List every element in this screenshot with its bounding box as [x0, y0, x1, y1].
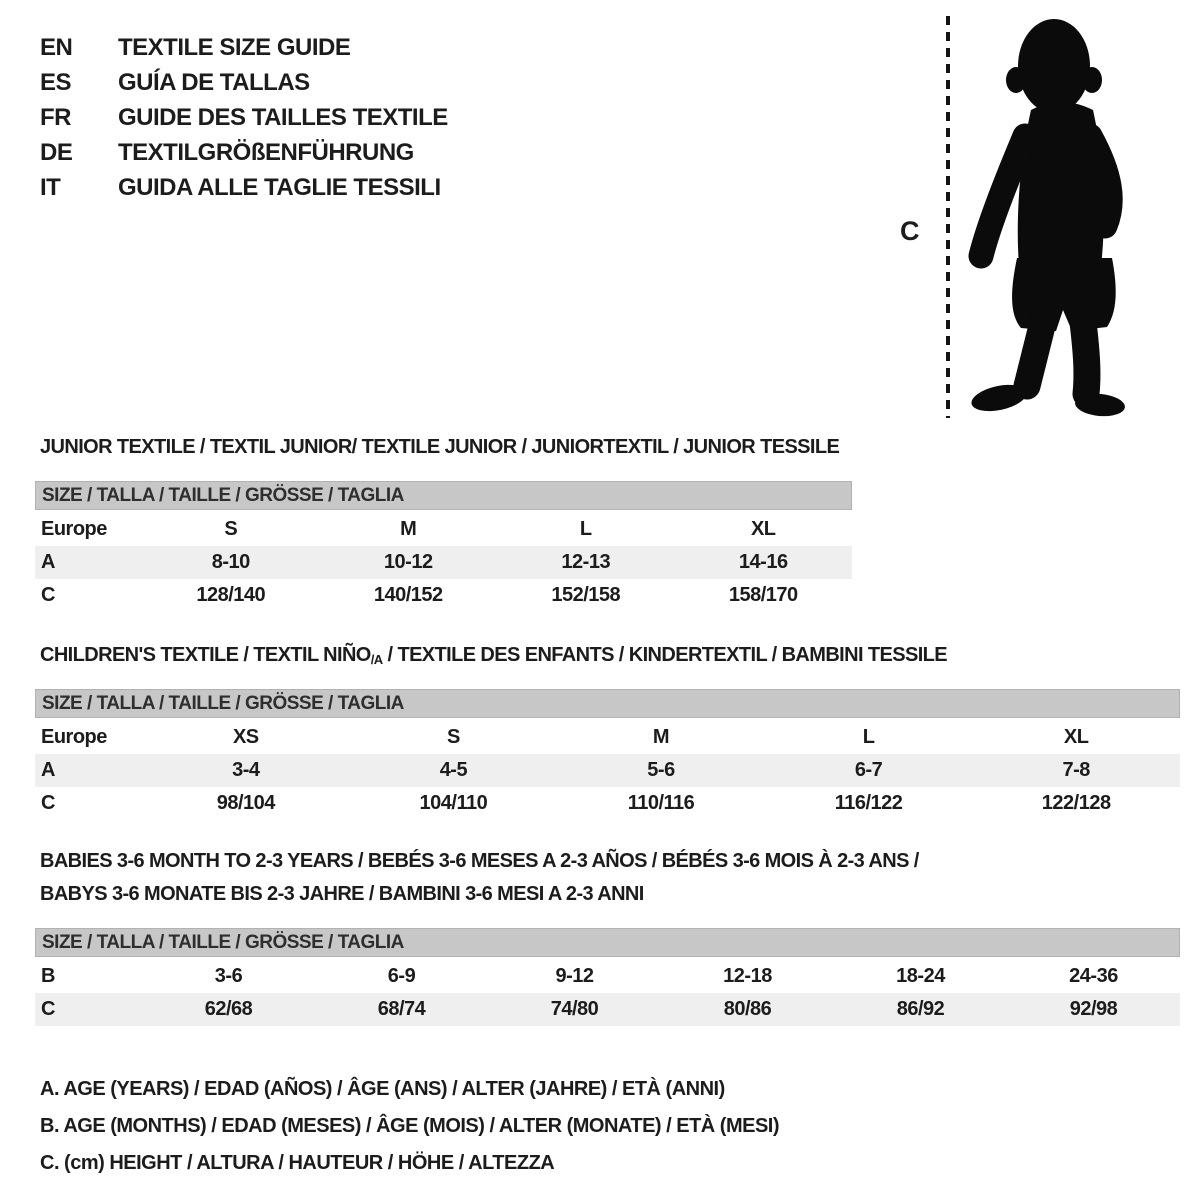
- guide-title-de: TEXTILGRÖßENFÜHRUNG: [118, 139, 414, 166]
- height-cell: 80/86: [723, 998, 772, 1020]
- height-cell: 110/116: [627, 792, 695, 814]
- guide-title-it: GUIDA ALLE TAGLIE TESSILI: [118, 174, 441, 201]
- measurement-legend: [40, 1071, 779, 1182]
- height-cell: 74/80: [550, 998, 599, 1020]
- children-heading-part1: CHILDREN'S TEXTILE / TEXTIL NIÑO: [40, 644, 371, 666]
- children-size-table: [35, 689, 1180, 820]
- height-cell: 116/122: [834, 792, 903, 814]
- babies-size-table: [35, 928, 1180, 1026]
- lang-row-de: [40, 135, 448, 170]
- height-cell: 128/140: [196, 584, 266, 606]
- age-cell: 12-13: [561, 551, 611, 573]
- row-label: C: [41, 792, 55, 814]
- size-cell: XL: [750, 518, 776, 540]
- table-row-age-years: [35, 754, 1180, 787]
- height-cell: 122/128: [1041, 792, 1111, 814]
- guide-title-es: GUÍA DE TALLAS: [118, 69, 310, 96]
- babies-section-heading: [40, 845, 919, 911]
- table-row-height-cm: [35, 787, 1180, 820]
- row-label: C: [41, 584, 55, 606]
- age-cell: 3-6: [214, 965, 243, 987]
- age-cell: 6-7: [854, 759, 883, 781]
- age-cell: 14-16: [738, 551, 788, 573]
- lang-code: DE: [40, 139, 73, 166]
- lang-row-it: [40, 170, 448, 205]
- table-row-age-years: [35, 546, 852, 579]
- age-cell: 5-6: [647, 759, 675, 781]
- height-cell: 86/92: [896, 998, 945, 1020]
- size-table-header: SIZE / TALLA / TAILLE / GRÖSSE / TAGLIA: [35, 689, 1180, 718]
- junior-size-table: [35, 481, 852, 612]
- row-label: B: [41, 965, 55, 987]
- lang-row-es: [40, 65, 448, 100]
- height-cell: 140/152: [373, 584, 443, 606]
- children-heading-part2: / TEXTILE DES ENFANTS / KINDERTEXTIL / BAMBINI TESSILE: [382, 644, 948, 666]
- age-cell: 12-18: [723, 965, 772, 987]
- age-cell: 10-12: [383, 551, 433, 573]
- size-cell: M: [400, 518, 417, 540]
- table-row-height-cm: [35, 579, 852, 612]
- height-cell: 92/98: [1069, 998, 1118, 1020]
- height-cell: 104/110: [419, 792, 488, 814]
- lang-code: EN: [40, 34, 73, 61]
- height-cell: 68/74: [377, 998, 426, 1020]
- dashed-measure-line: [946, 16, 950, 418]
- toddler-silhouette-icon: [961, 14, 1136, 419]
- table-row-height-cm: [35, 993, 1180, 1026]
- children-section-heading: [40, 644, 947, 667]
- height-measure-label: C: [900, 216, 920, 246]
- lang-code: ES: [40, 69, 72, 96]
- height-cell: 62/68: [204, 998, 253, 1020]
- size-cell: S: [446, 726, 460, 748]
- language-title-list: [40, 30, 448, 205]
- guide-title-fr: GUIDE DES TAILLES TEXTILE: [118, 104, 448, 131]
- row-label: C: [41, 998, 55, 1020]
- legend-height-cm: C. (cm) HEIGHT / ALTURA / HAUTEUR / HÖHE / ALTEZZA: [40, 1152, 555, 1174]
- lang-code: FR: [40, 104, 71, 131]
- legend-age-months: B. AGE (MONTHS) / EDAD (MESES) / ÂGE (MOIS) / ALTER (MONATE) / ETÀ (MESI): [40, 1115, 780, 1137]
- height-cell: 158/170: [728, 584, 798, 606]
- size-cell: L: [579, 518, 592, 540]
- age-cell: 9-12: [555, 965, 594, 987]
- table-row-age-months: [35, 960, 1180, 993]
- babies-heading-line1: BABIES 3-6 MONTH TO 2-3 YEARS / BEBÉS 3-6 MESES A 2-3 AÑOS / BÉBÉS 3-6 MOIS À 2-3 ANS /: [40, 850, 919, 872]
- age-cell: 4-5: [439, 759, 468, 781]
- height-cell: 152/158: [551, 584, 621, 606]
- table-row-europe: [35, 721, 1180, 754]
- size-cell: M: [652, 726, 670, 748]
- guide-title-en: TEXTILE SIZE GUIDE: [118, 34, 351, 61]
- size-cell: XL: [1063, 726, 1089, 748]
- lang-code: IT: [40, 174, 61, 201]
- age-cell: 6-9: [387, 965, 416, 987]
- legend-age-years: A. AGE (YEARS) / EDAD (AÑOS) / ÂGE (ANS) / ALTER (JAHRE) / ETÀ (ANNI): [40, 1078, 725, 1100]
- age-cell: 18-24: [896, 965, 945, 987]
- age-cell: 8-10: [211, 551, 250, 573]
- row-label: A: [41, 759, 55, 781]
- size-cell: S: [224, 518, 238, 540]
- lang-row-en: [40, 30, 448, 65]
- row-label: A: [41, 551, 55, 573]
- age-cell: 7-8: [1062, 759, 1090, 781]
- age-cell: 24-36: [1069, 965, 1118, 987]
- row-label: Europe: [41, 726, 107, 748]
- size-table-header: SIZE / TALLA / TAILLE / GRÖSSE / TAGLIA: [35, 928, 1180, 957]
- row-label: Europe: [41, 518, 107, 540]
- age-cell: 3-4: [232, 759, 260, 781]
- babies-heading-line2: BABYS 3-6 MONATE BIS 2-3 JAHRE / BAMBINI 3-6 MESI A 2-3 ANNI: [40, 883, 644, 905]
- height-cell: 98/104: [216, 792, 275, 814]
- lang-row-fr: [40, 100, 448, 135]
- size-table-header: SIZE / TALLA / TAILLE / GRÖSSE / TAGLIA: [35, 481, 852, 510]
- junior-section-heading: JUNIOR TEXTILE / TEXTIL JUNIOR/ TEXTILE JUNIOR / JUNIORTEXTIL / JUNIOR TESSILE: [40, 436, 840, 458]
- size-cell: XS: [232, 726, 259, 748]
- table-row-europe: [35, 513, 852, 546]
- children-heading-sub: /A: [370, 652, 383, 667]
- size-cell: L: [862, 726, 875, 748]
